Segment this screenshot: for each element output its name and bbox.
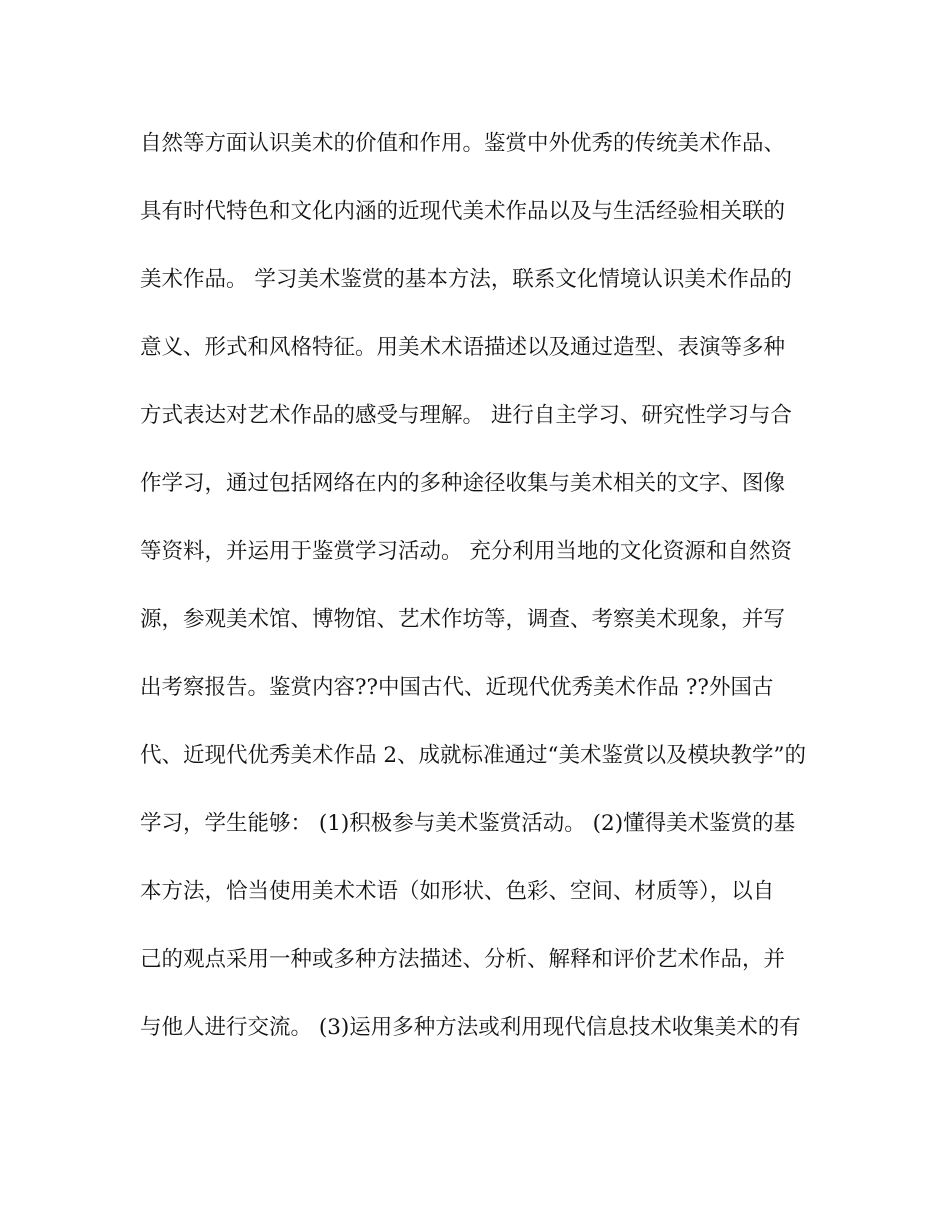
- text-line-13: 己的观点采用一种或多种方法描述、分析、解释和评价艺术作品，并: [140, 947, 786, 972]
- text-line-3: 美术作品。 学习美术鉴赏的基本方法，联系文化情境认识美术作品的: [140, 267, 792, 292]
- body-text: [140, 118, 820, 1070]
- text-line-8: 源，参观美术馆、博物馆、艺术作坊等，调查、考察美术现象，并写: [140, 607, 786, 632]
- text-line-11: 学习，学生能够： (1)积极参与美术鉴赏活动。 (2)懂得美术鉴赏的基: [140, 811, 796, 836]
- text-line-6: 作学习，通过包括网络在内的多种途径收集与美术相关的文字、图像: [140, 471, 786, 496]
- text-line-1: 自然等方面认识美术的价值和作用。鉴赏中外优秀的传统美术作品、: [140, 131, 786, 156]
- text-line-4: 意义、形式和风格特征。用美术术语描述以及通过造型、表演等多种: [140, 335, 786, 360]
- text-line-12: 本方法，恰当使用美术术语（如形状、色彩、空间、材质等），以自: [140, 879, 775, 904]
- text-line-9: 出考察报告。鉴赏内容??中国古代、近现代优秀美术作品 ??外国古: [140, 675, 774, 700]
- text-line-2: 具有时代特色和文化内涵的近现代美术作品以及与生活经验相关联的: [140, 199, 786, 224]
- text-line-10: 代、近现代优秀美术作品 2、成就标准通过“美术鉴赏以及模块教学”的: [140, 743, 806, 768]
- text-line-14: 与他人进行交流。 (3)运用多种方法或利用现代信息技术收集美术的有: [140, 1015, 801, 1040]
- text-line-5: 方式表达对艺术作品的感受与理解。 进行自主学习、研究性学习与合: [140, 403, 792, 428]
- text-line-7: 等资料，并运用于鉴赏学习活动。 充分利用当地的文化资源和自然资: [140, 539, 792, 564]
